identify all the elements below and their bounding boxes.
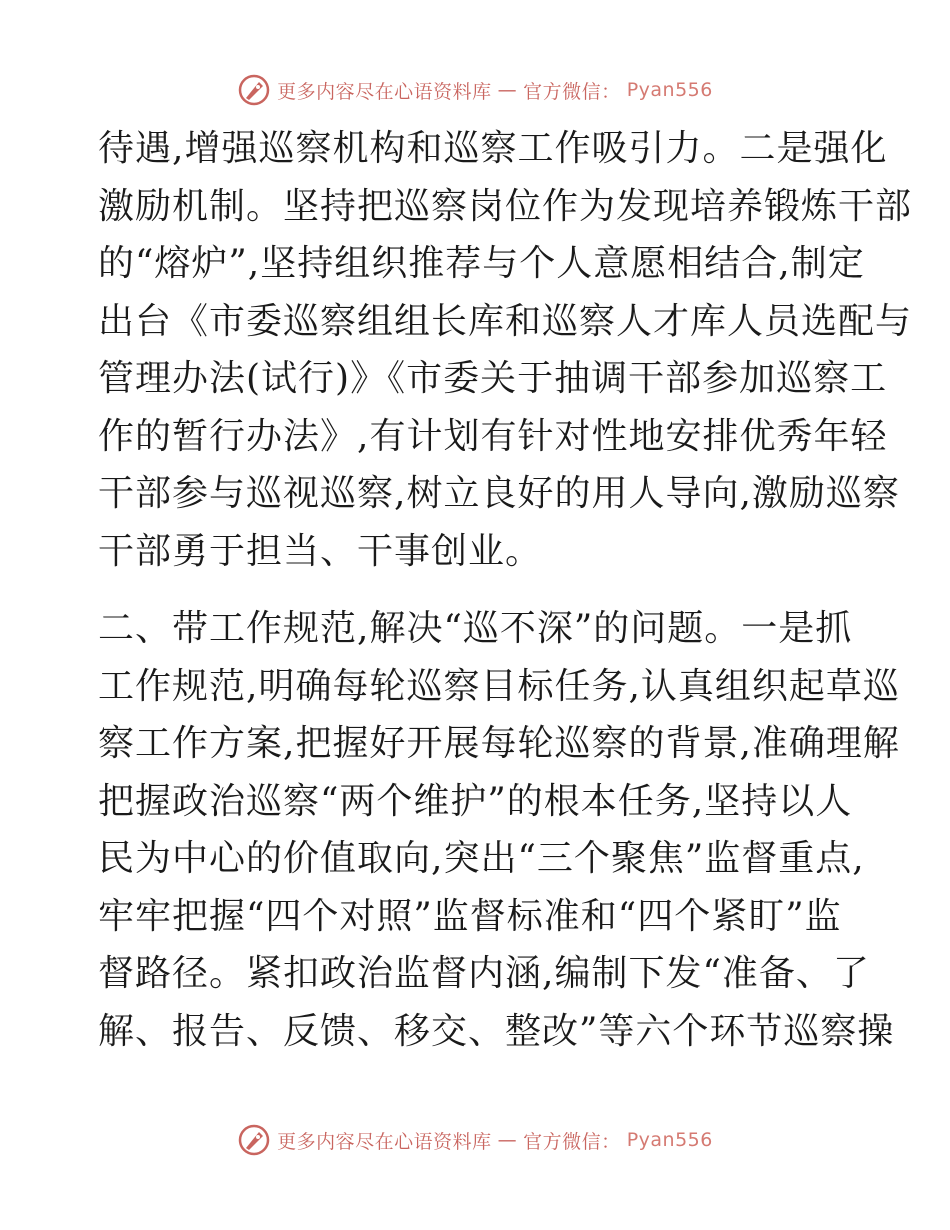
footer-banner xyxy=(0,1120,950,1160)
text-line: 出台《市委巡察组组长库和巡察人才库人员选配与 xyxy=(98,300,913,342)
header-banner xyxy=(0,70,950,110)
banner-dash: — xyxy=(497,1129,518,1151)
banner-wechat-id: Pyan556 xyxy=(626,79,713,101)
text-line: 民为中心的价值取向,突出“三个聚焦”监督重点, xyxy=(98,838,865,879)
text-line: 把握政治巡察“两个维护”的根本任务,坚持以人 xyxy=(98,780,853,822)
text-line: 干部勇于担当、干事创业。 xyxy=(98,530,543,572)
pen-nib-logo-icon xyxy=(237,73,271,107)
text-line: 待遇,增强巡察机构和巡察工作吸引力。二是强化 xyxy=(98,128,888,169)
text-line: 作的暂行办法》,有计划有针对性地安排优秀年轻 xyxy=(98,415,888,457)
banner-dash: — xyxy=(497,79,518,101)
banner-official-label: 官方微信： xyxy=(523,80,621,103)
paragraph-1 xyxy=(98,120,913,580)
text-line: 工作规范,明确每轮巡察目标任务,认真组织起草巡 xyxy=(98,665,900,707)
banner-official-label: 官方微信： xyxy=(523,1130,621,1153)
paragraph-gap xyxy=(98,580,858,600)
banner-brand-text: 更多内容尽在心语资料库 xyxy=(277,1130,492,1153)
text-line: 干部参与巡视巡察,树立良好的用人导向,激励巡察 xyxy=(98,473,900,514)
text-line: 激励机制。坚持把巡察岗位作为发现培养锻炼干部 xyxy=(98,185,913,227)
banner-brand-text: 更多内容尽在心语资料库 xyxy=(277,80,492,103)
banner-wechat-id: Pyan556 xyxy=(626,1129,713,1151)
paragraph-2 xyxy=(98,600,900,1060)
text-line: 督路径。紧扣政治监督内涵,编制下发“准备、了 xyxy=(98,953,870,994)
text-line: 二、带工作规范,解决“巡不深”的问题。一是抓 xyxy=(98,608,853,649)
text-line: 牢牢把握“四个对照”监督标准和“四个紧盯”监 xyxy=(98,895,842,937)
text-line: 管理办法(试行)》《市委关于抽调干部参加巡察工 xyxy=(98,358,888,399)
pen-nib-logo-icon xyxy=(237,1123,271,1157)
text-line: 察工作方案,把握好开展每轮巡察的背景,准确理解 xyxy=(98,723,900,764)
text-line: 解、报告、反馈、移交、整改”等六个环节巡察操 xyxy=(98,1010,895,1052)
text-line: 的“熔炉”,坚持组织推荐与个人意愿相结合,制定 xyxy=(98,243,865,284)
document-body xyxy=(98,120,913,1060)
